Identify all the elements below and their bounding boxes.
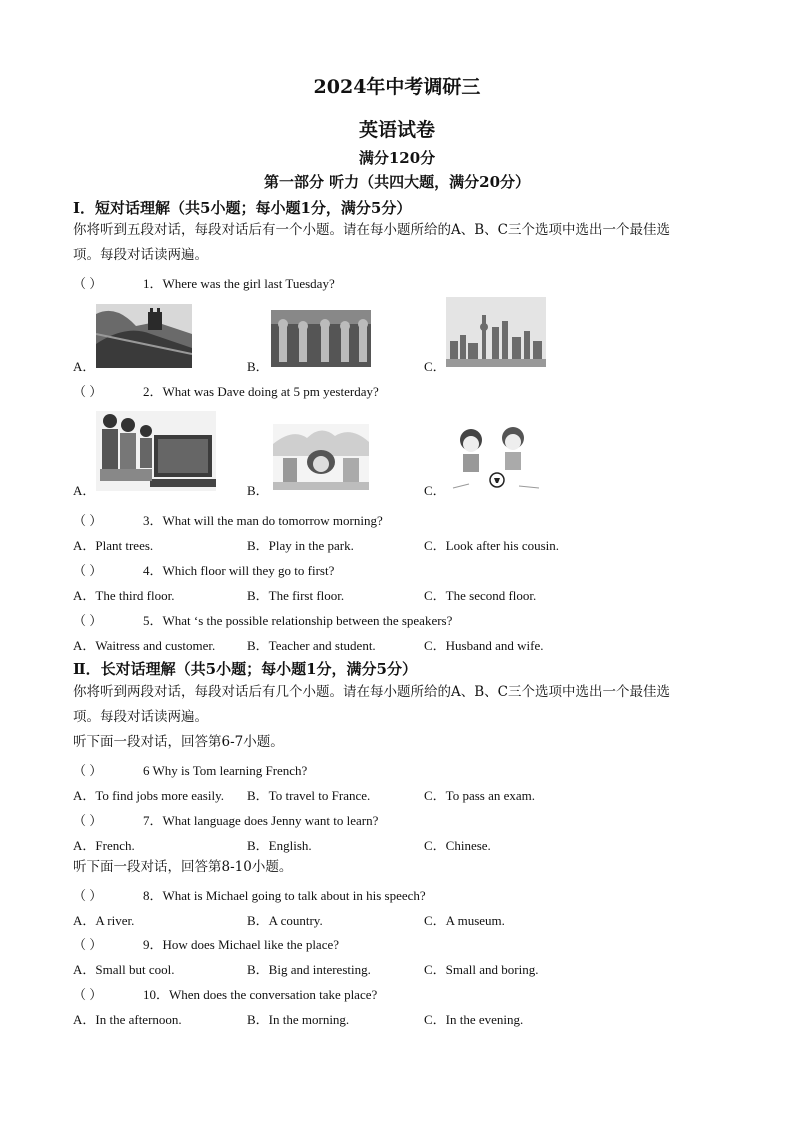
question-text: 9．How does Michael like the place? <box>143 937 340 952</box>
option-a[interactable]: A．The third floor. <box>73 588 175 603</box>
question-text: 1．Where was the girl last Tuesday? <box>143 276 335 291</box>
answer-blank[interactable]: （ ） <box>73 613 103 628</box>
question-text: 5．What ‘s the possible relationship between the speakers? <box>143 613 453 628</box>
option-c[interactable]: C．The second floor. <box>424 588 537 603</box>
option-a[interactable]: A．Plant trees. <box>73 538 154 553</box>
section1-heading: Ⅰ．短对话理解（共5小题；每小题1分，满分5分） <box>73 199 412 217</box>
question-text: 8．What is Michael going to talk about in his speech? <box>143 888 426 903</box>
question-6 <box>73 760 307 779</box>
part-title: 第一部分 听力（共四大题，满分20分） <box>263 173 531 191</box>
city-skyline-photo <box>446 297 546 367</box>
option-a[interactable]: A．French. <box>73 838 135 853</box>
total-score: 满分120分 <box>358 149 436 167</box>
question-text: 7．What language does Jenny want to learn? <box>143 813 379 828</box>
option-b[interactable]: B．Teacher and student. <box>247 638 376 653</box>
answer-blank[interactable]: （ ） <box>73 813 103 828</box>
option-label-b: B． <box>247 359 269 374</box>
option-label-a: A． <box>73 483 96 498</box>
question-text: 3．What will the man do tomorrow morning? <box>143 513 383 528</box>
question-text: 4．Which floor will they go to first? <box>143 563 335 578</box>
option-a[interactable]: A．Waitress and customer. <box>73 638 216 653</box>
question-3 <box>73 510 383 529</box>
great-wall-photo <box>96 304 192 368</box>
option-a[interactable]: A．A river. <box>73 913 135 928</box>
question-text: 10．When does the conversation take place? <box>143 987 378 1002</box>
option-c[interactable]: C．Look after his cousin. <box>424 538 560 553</box>
option-c[interactable]: C．Small and boring. <box>424 962 539 977</box>
option-a[interactable]: A．In the afternoon. <box>73 1012 182 1027</box>
answer-blank[interactable]: （ ） <box>73 276 103 291</box>
option-b[interactable]: B．In the morning. <box>247 1012 350 1027</box>
dialogue-intro-1: 听下面一段对话，回答第6-7小题。 <box>73 734 284 750</box>
option-b[interactable]: B．The first floor. <box>247 588 345 603</box>
option-label-b: B． <box>247 483 269 498</box>
question-1 <box>73 273 335 292</box>
question-9 <box>73 934 339 953</box>
question-7 <box>73 810 378 829</box>
answer-blank[interactable]: （ ） <box>73 937 103 952</box>
option-b[interactable]: B．English. <box>247 838 312 853</box>
child-drawing-photo <box>273 424 369 490</box>
answer-blank[interactable]: （ ） <box>73 987 103 1002</box>
answer-blank[interactable]: （ ） <box>73 384 103 399</box>
question-text: 2．What was Dave doing at 5 pm yesterday? <box>143 384 379 399</box>
option-c[interactable]: C．Husband and wife. <box>424 638 544 653</box>
option-label-a: A． <box>73 359 96 374</box>
section2-instruction-line2: 项。每段对话读两遍。 <box>73 709 208 725</box>
question-8 <box>73 885 426 904</box>
option-c[interactable]: C．A museum. <box>424 913 505 928</box>
section2-instruction-line1: 你将听到两段对话，每段对话后有几个小题。请在每小题所给的A、B、C三个选项中选出一个最佳选 <box>73 684 670 700</box>
option-label-c: C． <box>424 483 446 498</box>
option-c[interactable]: C．Chinese. <box>424 838 491 853</box>
question-5 <box>73 610 452 629</box>
option-c[interactable]: C．In the evening. <box>424 1012 524 1027</box>
answer-blank[interactable]: （ ） <box>73 763 103 778</box>
section1-instruction-line2: 项。每段对话读两遍。 <box>73 247 208 263</box>
exam-subject: 英语试卷 <box>358 119 435 141</box>
option-b[interactable]: B．A country. <box>247 913 323 928</box>
family-watching-tv-photo <box>96 411 216 491</box>
option-c[interactable]: C．To pass an exam. <box>424 788 536 803</box>
question-4 <box>73 560 334 579</box>
section2-instruction <box>73 680 713 730</box>
answer-blank[interactable]: （ ） <box>73 513 103 528</box>
question-2 <box>73 381 379 400</box>
option-b[interactable]: B．Big and interesting. <box>247 962 371 977</box>
dialogue-intro-2: 听下面一段对话，回答第8-10小题。 <box>73 859 293 875</box>
section1-instruction-line1: 你将听到五段对话，每段对话后有一个小题。请在每小题所给的A、B、C三个选项中选出一个最佳选 <box>73 222 670 238</box>
answer-blank[interactable]: （ ） <box>73 888 103 903</box>
question-text: 6 Why is Tom learning French? <box>143 763 308 778</box>
answer-blank[interactable]: （ ） <box>73 563 103 578</box>
exam-title: 2024年中考调研三 <box>313 76 481 98</box>
option-a[interactable]: A．To find jobs more easily. <box>73 788 224 803</box>
option-label-c: C． <box>424 359 446 374</box>
section1-instruction <box>73 218 713 268</box>
option-a[interactable]: A．Small but cool. <box>73 962 175 977</box>
option-b[interactable]: B．To travel to France. <box>247 788 371 803</box>
question-10 <box>73 984 377 1003</box>
terracotta-army-photo <box>271 310 371 367</box>
section2-heading: Ⅱ．长对话理解（共5小题；每小题1分，满分5分） <box>73 660 417 678</box>
boys-playing-soccer-drawing <box>449 424 541 492</box>
option-b[interactable]: B．Play in the park. <box>247 538 354 553</box>
